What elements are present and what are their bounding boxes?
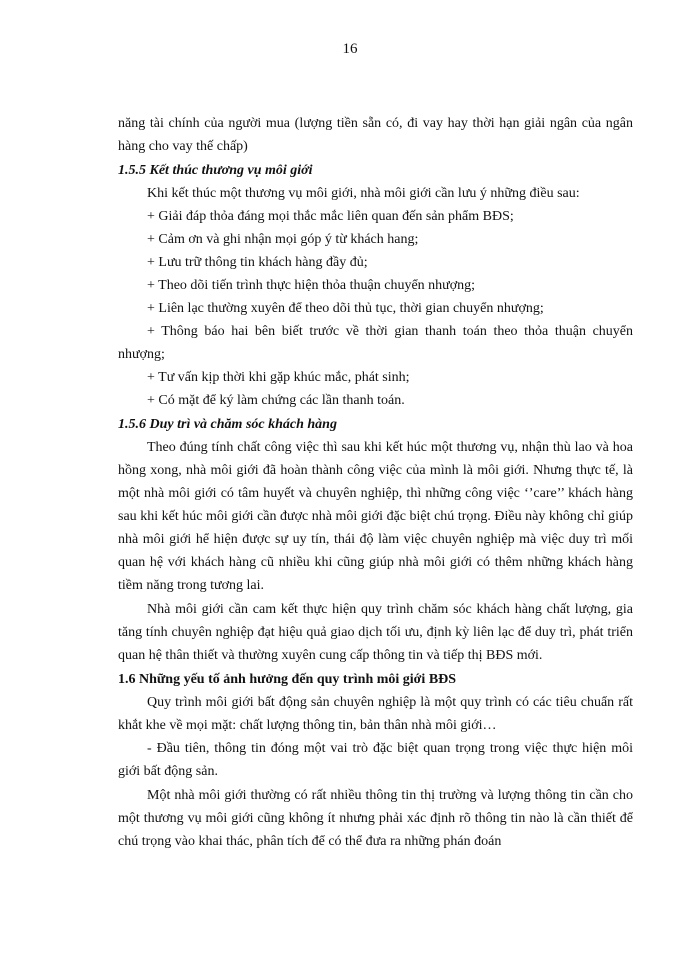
page-body xyxy=(118,112,633,853)
list-item: + Cảm ơn và ghi nhận mọi góp ý từ khách hang; xyxy=(147,232,419,247)
section-1-6-paragraph: Quy trình môi giới bất động sản chuyên nghiệp là một quy trình có các tiêu chuẩn rất khắt khe về mọi mặt: chất lượng thông tin, bản thân nhà môi giới… xyxy=(118,695,633,733)
section-1-5-5-lead: Khi kết thúc một thương vụ môi giới, nhà môi giới cần lưu ý những điều sau: xyxy=(147,186,580,201)
page-number: 16 xyxy=(342,41,358,57)
list-item: + Liên lạc thường xuyên để theo dõi thủ tục, thời gian chuyển nhượng; xyxy=(147,301,544,316)
intro-paragraph: năng tài chính của người mua (lượng tiền sẵn có, đi vay hay thời hạn giải ngân của ngân hàng cho vay thế chấp) xyxy=(118,116,633,154)
section-1-5-6-heading: 1.5.6 Duy trì và chăm sóc khách hàng xyxy=(118,417,337,432)
section-1-6-point: - Đầu tiên, thông tin đóng một vai trò đặc biệt quan trọng trong việc thực hiện môi giới bất động sản. xyxy=(118,741,633,779)
list-item: + Có mặt để ký làm chứng các lần thanh toán. xyxy=(147,393,405,408)
section-1-5-6-paragraph: Nhà môi giới cần cam kết thực hiện quy trình chăm sóc khách hàng chất lượng, gia tăng tính chuyên nghiệp đạt hiệu quả giao dịch tối ưu, định kỳ liên lạc để duy trì, phát triển quan hệ thân thiết và thường xuyên cung cấp thông tin và tiếp thị BĐS mới. xyxy=(118,602,633,663)
list-item: + Lưu trữ thông tin khách hàng đầy đủ; xyxy=(147,255,368,270)
section-1-5-6-paragraph: Theo đúng tính chất công việc thì sau khi kết húc một thương vụ, nhận thù lao và hoa hồng xong, nhà môi giới đã hoàn thành công việc của mình là môi giới. Nhưng thực tế, là một nhà môi giới có tâm huyết và chuyên nghiệp, thì những công việc ‘’care’’ khách hàng sau khi kết húc môi giới cần được nhà môi giới đặc biệt chú trọng. Điều này không chỉ giúp nhà môi giới hể hiện được sự uy tín, thái độ làm việc chuyên nghiệp mà việc duy trì mối quan hệ với khách hàng cũ nhiều khi cũng giúp nhà môi giới có thêm những khách hàng tiềm năng trong tương lai. xyxy=(118,440,633,593)
list-item: + Tư vấn kịp thời khi gặp khúc mắc, phát sinh; xyxy=(147,370,410,385)
list-item: + Theo dõi tiến trình thực hiện thỏa thuận chuyển nhượng; xyxy=(147,278,476,293)
section-1-6-paragraph: Một nhà môi giới thường có rất nhiều thông tin thị trường và lượng thông tin cần cho một thương vụ môi giới cũng không ít nhưng phải xác định rõ thông tin nào là cần thiết để chú trọng vào khai thác, phân tích để có thể đưa ra những phán đoán xyxy=(118,788,633,849)
section-1-5-5-heading: 1.5.5 Kết thúc thương vụ môi giới xyxy=(118,163,313,178)
section-1-6-heading: 1.6 Những yếu tố ảnh hưởng đến quy trình môi giới BĐS xyxy=(118,672,457,687)
list-item: + Thông báo hai bên biết trước về thời gian thanh toán theo thỏa thuận chuyển nhượng; xyxy=(118,324,633,362)
list-item: + Giải đáp thỏa đáng mọi thắc mắc liên quan đến sản phẩm BĐS; xyxy=(147,209,514,224)
